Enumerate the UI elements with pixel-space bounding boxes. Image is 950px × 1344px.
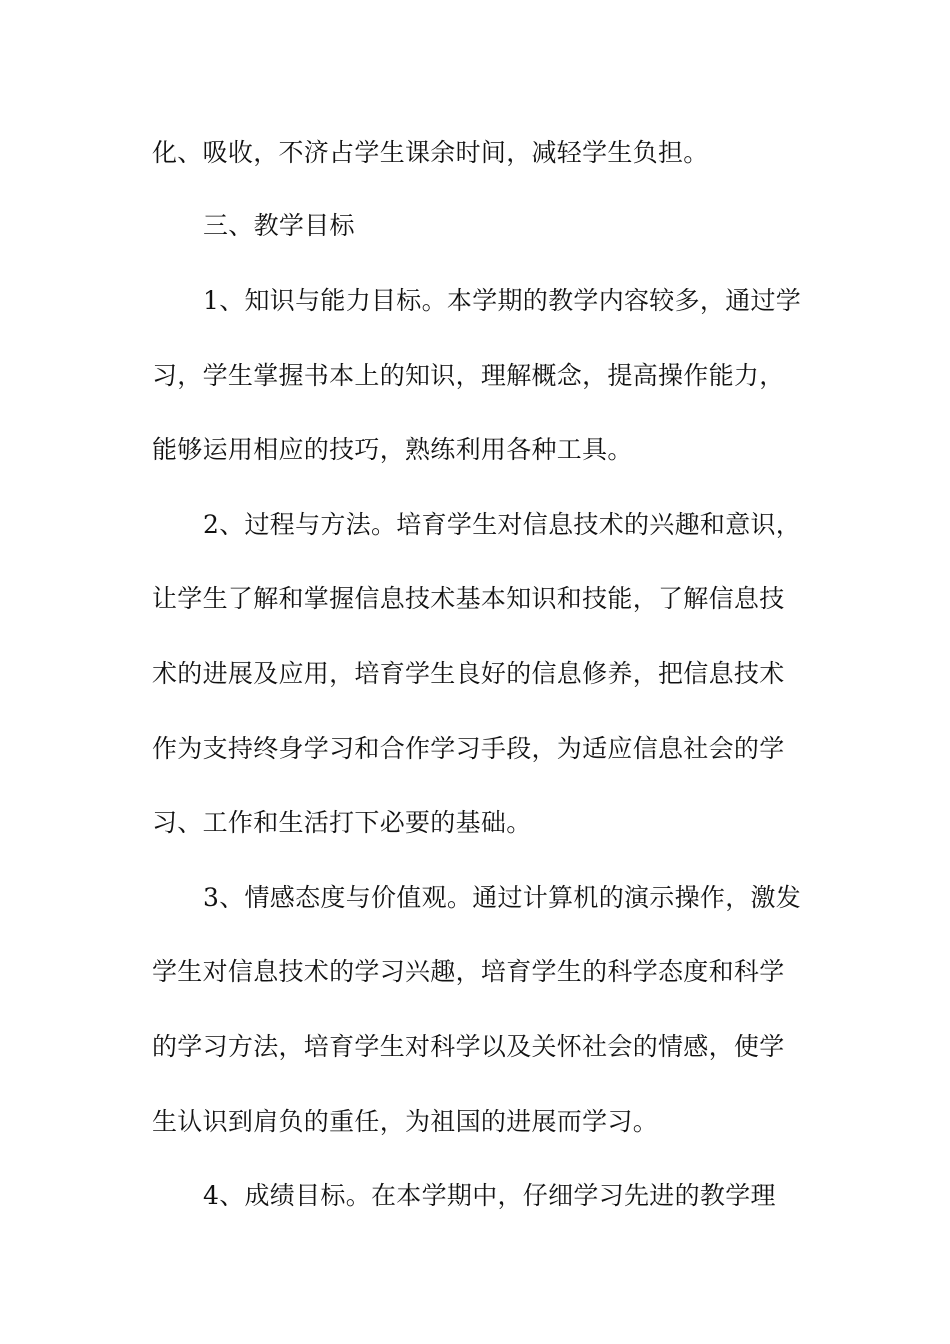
text-line-15: 4、成绩目标。在本学期中，仔细学习先进的教学理 [203,1181,776,1210]
text-line-13: 的学习方法，培育学生对科学以及关怀社会的情感，使学 [152,1032,785,1061]
text-line-14: 生认识到肩负的重任，为祖国的进展而学习。 [152,1107,659,1136]
text-line-8: 术的进展及应用，培育学生良好的信息修养，把信息技术 [152,659,785,688]
text-line-9: 作为支持终身学习和合作学习手段，为适应信息社会的学 [152,734,785,763]
text-line-6: 2、过程与方法。培育学生对信息技术的兴趣和意识， [203,510,802,539]
text-line-5: 能够运用相应的技巧，熟练利用各种工具。 [152,435,633,464]
text-line-12: 学生对信息技术的学习兴趣，培育学生的科学态度和科学 [152,957,785,986]
text-line-11: 3、情感态度与价值观。通过计算机的演示操作，激发 [203,883,802,912]
text-line-10: 习、工作和生活打下必要的基础。 [152,808,532,837]
text-line-4: 习，学生掌握书本上的知识，理解概念，提高操作能力， [152,361,785,390]
text-line-1: 化、吸收，不济占学生课余时间，减轻学生负担。 [152,138,709,167]
text-line-3: 1、知识与能力目标。本学期的教学内容较多，通过学 [203,286,802,315]
text-line-7: 让学生了解和掌握信息技术基本知识和技能，了解信息技 [152,584,785,613]
section-heading-teaching-goals: 三、教学目标 [203,211,355,240]
